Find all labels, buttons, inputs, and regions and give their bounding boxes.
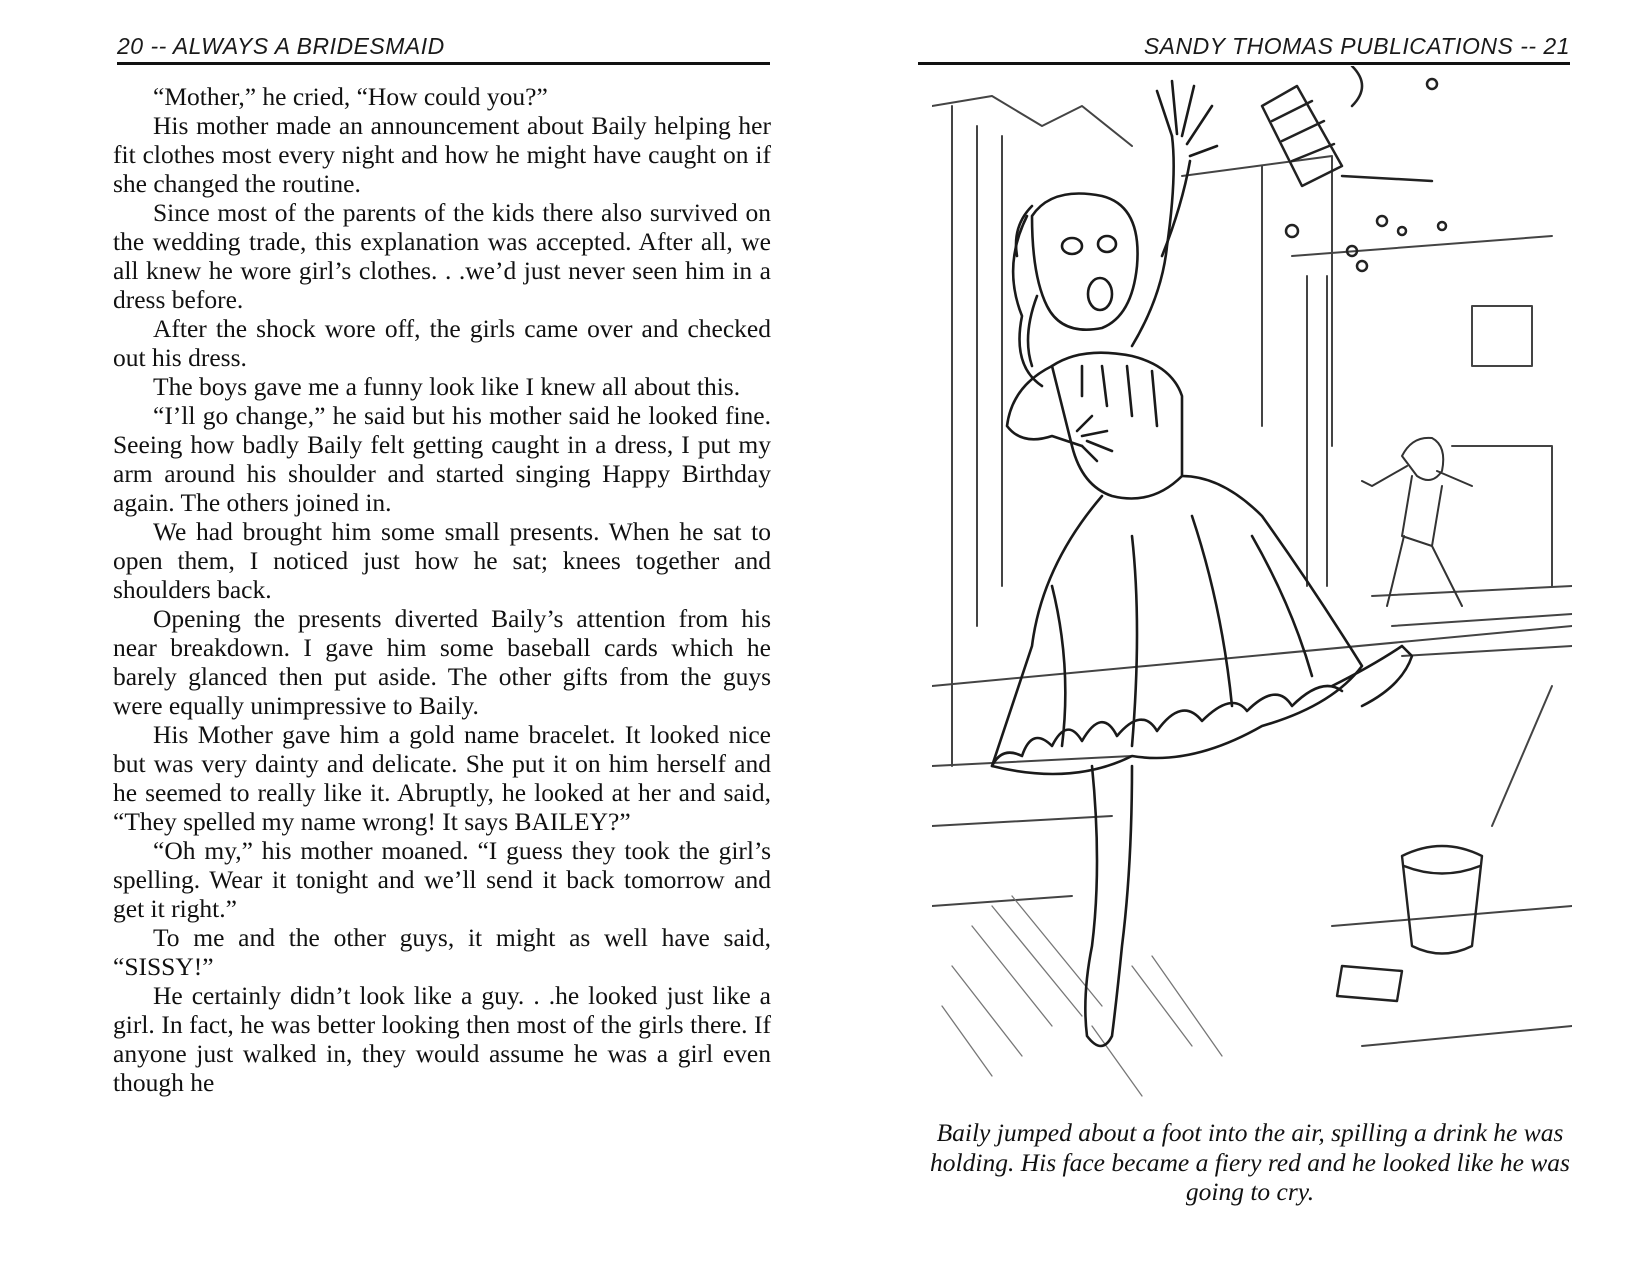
floor-shading bbox=[942, 896, 1222, 1096]
right-page bbox=[825, 0, 1650, 1275]
paragraph: The boys gave me a funny look like I knew all about this. bbox=[153, 372, 741, 401]
illustration-caption: Baily jumped about a foot into the air, spilling a drink he was holding. His face became a fiery red and he looked like he was going to cry. bbox=[930, 1118, 1570, 1206]
paragraph: To me and the other guys, it might as well have said, “SISSY!” bbox=[113, 923, 771, 981]
paragraph: He certainly didn’t look like a guy. . .he looked just like a girl. In fact, he was better looking then most of the girls there. If anyone just walked in, they would assume he was a girl even though he bbox=[113, 981, 771, 1097]
paragraph: Opening the presents diverted Baily’s attention from his near breakdown. I gave him some baseball cards which he barely glanced then put aside. The other gifts from the guys were equally unimpressive to Baily. bbox=[113, 604, 771, 720]
running-head-right: SANDY THOMAS PUBLICATIONS -- 21 bbox=[918, 32, 1570, 65]
running-head-left: 20 -- ALWAYS A BRIDESMAID bbox=[117, 32, 770, 65]
girl-figure bbox=[992, 81, 1412, 1046]
body-text bbox=[113, 82, 771, 1097]
paragraph: “Oh my,” his mother moaned. “I guess they took the girl’s spelling. Wear it tonight and we’ll send it back tomorrow and get it right.” bbox=[113, 836, 771, 923]
paragraph: We had brought him some small presents. When he sat to open them, I noticed just how he sat; knees together and shoulders back. bbox=[113, 517, 771, 604]
paragraph: “Mother,” he cried, “How could you?” bbox=[153, 82, 548, 111]
pencil-illustration bbox=[932, 66, 1572, 1116]
paragraph: His Mother gave him a gold name bracelet. It looked nice but was very dainty and delicate. She put it on him herself and he seemed to really like it. Abruptly, he looked at her and said, “They spelled my name wrong! It says BAILEY?” bbox=[113, 720, 771, 836]
paragraph: Since most of the parents of the kids there also survived on the wedding trade, this explanation was accepted. After all, we all knew he wore girl’s clothes. . .we’d just never seen him in a dress before. bbox=[113, 198, 771, 314]
paragraph: “I’ll go change,” he said but his mother said he looked fine. Seeing how badly Baily felt getting caught in a dress, I put my arm around his shoulder and started singing Happy Birthday again. The others joined in. bbox=[113, 401, 771, 517]
background-figure bbox=[1362, 438, 1472, 606]
spilled-cup bbox=[1262, 66, 1446, 271]
paragraph: After the shock wore off, the girls came over and checked out his dress. bbox=[113, 314, 771, 372]
paragraph: His mother made an announcement about Baily helping her fit clothes most every night and how he might have caught on if she changed the routine. bbox=[113, 111, 771, 198]
